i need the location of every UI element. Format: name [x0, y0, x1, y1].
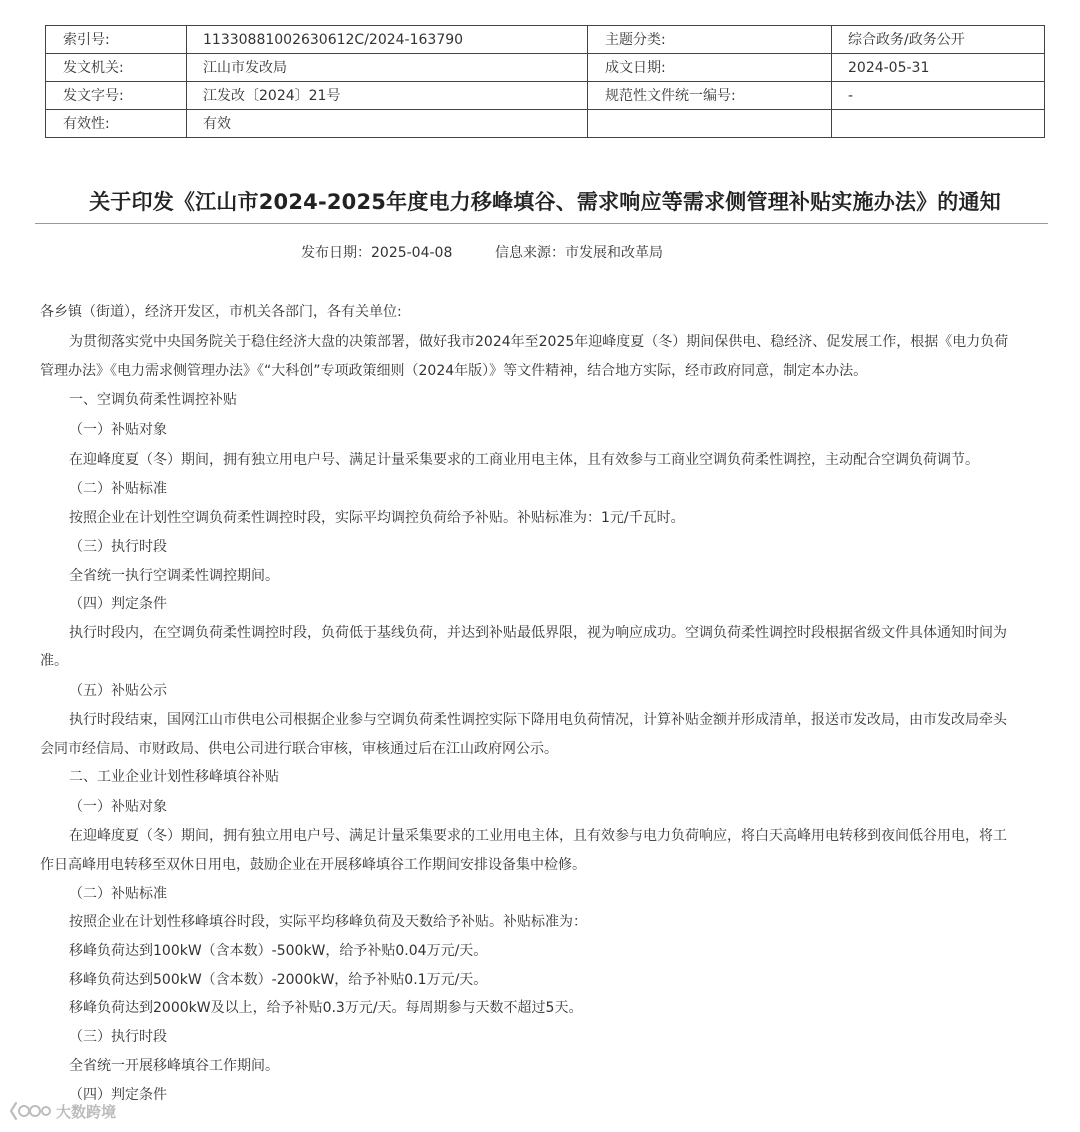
- document-meta-table: [45, 25, 1045, 138]
- title-divider: [35, 223, 1048, 224]
- meta-empty-cell: [832, 110, 1045, 138]
- meta-value: -: [832, 82, 1045, 110]
- body-line: 移峰负荷达到500kW（含本数）-2000kW，给予补贴0.1万元/天。: [69, 972, 488, 988]
- meta-label: 发文机关:: [46, 54, 187, 82]
- body-line: 全省统一执行空调柔性调控期间。: [69, 568, 279, 584]
- body-line: 为贯彻落实党中央国务院关于稳住经济大盘的决策部署，做好我市2024年至2025年迎峰度夏（冬）期间保供电、稳经济、促发展工作，根据《电力负荷: [69, 334, 1009, 350]
- section-heading: 二、工业企业计划性移峰填谷补贴: [69, 769, 279, 785]
- subsection-heading: （一）补贴对象: [69, 799, 167, 815]
- watermark: [8, 1098, 116, 1124]
- meta-row: [46, 26, 1045, 54]
- watermark-text: 大数跨境: [56, 1102, 117, 1121]
- meta-row: [46, 82, 1045, 110]
- meta-label: 发文字号:: [46, 82, 187, 110]
- body-line: 准。: [40, 653, 68, 669]
- subsection-heading: （二）补贴标准: [69, 481, 167, 497]
- body-line: 移峰负荷达到100kW（含本数）-500kW，给予补贴0.04万元/天。: [69, 943, 488, 959]
- info-source: 信息来源：市发展和改革局: [495, 245, 663, 261]
- meta-value: 综合政务/政务公开: [832, 26, 1045, 54]
- meta-label: 有效性:: [46, 110, 187, 138]
- meta-label: 索引号:: [46, 26, 187, 54]
- body-line: 作日高峰用电转移至双休日用电，鼓励企业在开展移峰填谷工作期间安排设备集中检修。: [40, 857, 586, 873]
- meta-label: 主题分类:: [588, 26, 832, 54]
- subsection-heading: （四）判定条件: [69, 1087, 167, 1103]
- subsection-heading: （二）补贴标准: [69, 886, 167, 902]
- body-line: 各乡镇（街道），经济开发区，市机关各部门，各有关单位:: [40, 304, 402, 320]
- subsection-heading: （四）判定条件: [69, 596, 167, 612]
- body-line: 执行时段结束，国网江山市供电公司根据企业参与空调负荷柔性调控实际下降用电负荷情况，计算补贴金额并形成清单，报送市发改局，由市发改局牵头: [69, 712, 1007, 728]
- subsection-heading: （一）补贴对象: [69, 422, 167, 438]
- body-line: 在迎峰度夏（冬）期间，拥有独立用电户号、满足计量采集要求的工商业用电主体，且有效参与工商业空调负荷柔性调控，主动配合空调负荷调节。: [69, 452, 979, 468]
- section-heading: 一、空调负荷柔性调控补贴: [69, 392, 237, 408]
- body-line: 按照企业在计划性空调负荷柔性调控时段，实际平均调控负荷给予补贴。补贴标准为：1元/千瓦时。: [69, 510, 685, 526]
- body-line: 管理办法》《电力需求侧管理办法》《“大科创”专项政策细则（2024年版）》等文件精神，结合地方实际，经市政府同意，制定本办法。: [40, 363, 868, 379]
- meta-value: 有效: [187, 110, 588, 138]
- subsection-heading: （三）执行时段: [69, 1029, 167, 1045]
- meta-empty-cell: [588, 110, 832, 138]
- body-line: 会同市经信局、市财政局、供电公司进行联合审核，审核通过后在江山政府网公示。: [40, 741, 558, 757]
- body-line: 按照企业在计划性移峰填谷时段，实际平均移峰负荷及天数给予补贴。补贴标准为：: [69, 914, 587, 930]
- meta-value: 11330881002630612C/2024-163790: [187, 26, 588, 54]
- meta-label: 规范性文件统一编号:: [588, 82, 832, 110]
- publish-date: 发布日期：2025-04-08: [301, 245, 453, 261]
- document-title: 关于印发《江山市2024-2025年度电力移峰填谷、需求响应等需求侧管理补贴实施办法》的通知: [89, 190, 1001, 214]
- subsection-heading: （五）补贴公示: [69, 683, 167, 699]
- meta-value: 江发改〔2024〕21号: [187, 82, 588, 110]
- meta-row: [46, 54, 1045, 82]
- meta-row: [46, 110, 1045, 138]
- meta-value: 江山市发改局: [187, 54, 588, 82]
- meta-label: 成文日期:: [588, 54, 832, 82]
- body-line: 执行时段内，在空调负荷柔性调控时段，负荷低于基线负荷，并达到补贴最低界限，视为响应成功。空调负荷柔性调控时段根据省级文件具体通知时间为: [69, 625, 1007, 641]
- body-line: 在迎峰度夏（冬）期间，拥有独立用电户号、满足计量采集要求的工业用电主体，且有效参与电力负荷响应，将白天高峰用电转移到夜间低谷用电，将工: [69, 828, 1007, 844]
- body-line: 全省统一开展移峰填谷工作期间。: [69, 1058, 279, 1074]
- meta-value: 2024-05-31: [832, 54, 1045, 82]
- body-line: 移峰负荷达到2000kW及以上，给予补贴0.3万元/天。每周期参与天数不超过5天。: [69, 1000, 583, 1016]
- subsection-heading: （三）执行时段: [69, 539, 167, 555]
- brand-logo-icon: [8, 1099, 52, 1123]
